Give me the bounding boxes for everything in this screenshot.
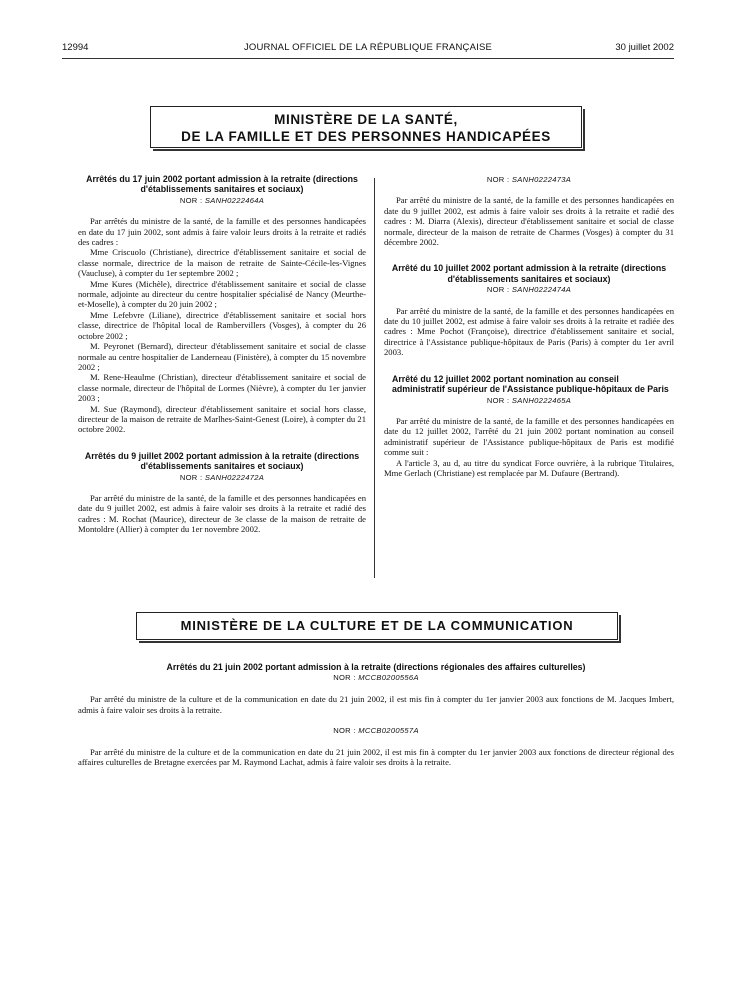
nor-reference (384, 175, 674, 185)
decree-10-july (384, 263, 674, 357)
nor-label: NOR : (333, 673, 356, 683)
column-divider (374, 178, 375, 578)
decree-paragraph: Par arrêté du ministre de la culture et de la communication en date du 21 juin 2002, il est mis fin à compter du 1er janvier 2003 aux fonctions de M. Jacques Imbert, admis à faire valoir ses droits à la retraite. (78, 694, 674, 715)
left-column (78, 174, 366, 535)
spacer (384, 247, 674, 263)
nor-reference (78, 196, 366, 206)
nor-reference (384, 396, 674, 406)
nor-code: SANH0222473A (511, 175, 572, 184)
decree-paragraph: Mme Kures (Michèle), directrice d'établissement sanitaire et social de classe normale, adjointe au directeur du centre hospitalier spécialisé de Nancy (Meurthe-et-Moselle), à compter du 20 juin 2002 ; (78, 278, 366, 310)
decree-17-june (78, 174, 366, 435)
ministry-culture-banner (136, 612, 618, 640)
spacer (78, 715, 674, 725)
decree-paragraph: Par arrêté du ministre de la santé, de la famille et des personnes handicapées en date du 9 juillet 2002, est admis à faire valoir ses droits à la retraite et radié des cadres : M. Rochat (Maurice), directeur de 3e classe de la maison de retraite de Montoldre (Allier) à compter du 1er novembre 2002. (78, 492, 366, 535)
ministry-health-line1: MINISTÈRE DE LA SANTÉ, (274, 112, 458, 127)
nor-reference (384, 285, 674, 295)
nor-label: NOR : (179, 195, 203, 205)
nor-reference (78, 726, 674, 737)
nor-code: SANH0222465A (511, 395, 572, 405)
ministry-health-line2: DE LA FAMILLE ET DES PERSONNES HANDICAPÉES (181, 129, 551, 144)
page-number: 12994 (62, 42, 89, 53)
spacer (384, 358, 674, 374)
nor-label: NOR : (486, 285, 510, 295)
running-header (62, 42, 674, 56)
nor-label: NOR : (179, 472, 203, 482)
decree-title: Arrêté du 10 juillet 2002 portant admission à la retraite (directions d'établissements sanitaires et sociaux) (391, 263, 667, 284)
decree-paragraph: Par arrêté du ministre de la santé, de la famille et des personnes handicapées en date du 12 juillet 2002, l'arrêté du 21 juin 2002 portant nomination au conseil administratif supérieur de l'Assistance publique-hôpitaux de Paris est modifié comme suit : (384, 415, 674, 458)
nor-code: MCCB0200556A (358, 673, 419, 683)
decree-paragraph: Par arrêtés du ministre de la santé, de la famille et des personnes handicapées en date du 17 juin 2002, sont admis à faire valoir leurs droits à la retraite et radiés des cadres : (78, 216, 366, 248)
decree-9-july-b (384, 175, 674, 247)
decree-paragraph: M. Sue (Raymond), directeur d'établissement sanitaire et social hors classe, directeur de la maison de retraite de Marlhes-Saint-Genest (Loire), à compter du 21 octobre 2002. (78, 403, 366, 435)
nor-label: NOR : (486, 175, 510, 184)
nor-label: NOR : (333, 726, 356, 736)
nor-code: SANH0222464A (204, 195, 265, 205)
nor-code: SANH0222472A (204, 472, 265, 482)
nor-code: SANH0222474A (511, 285, 572, 295)
decree-title: Arrêtés du 9 juillet 2002 portant admission à la retraite (directions d'établissements sanitaires et sociaux) (84, 450, 360, 472)
decree-9-july (78, 451, 366, 535)
nor-code: MCCB0200557A (358, 726, 419, 736)
decree-paragraph: Par arrêté du ministre de la culture et de la communication en date du 21 juin 2002, il est mis fin à compter du 1er janvier 2003 aux fonctions de directeur régional des affaires culturelles de Bretagne exercées par M. Raymond Lachat, admis à faire valoir ses droits à la retraite. (78, 746, 674, 768)
decree-12-july (384, 374, 674, 479)
ministry-culture-title: MINISTÈRE DE LA CULTURE ET DE LA COMMUNICATION (180, 618, 574, 633)
spacer (78, 435, 366, 451)
nor-reference (78, 473, 366, 483)
decree-paragraph: Mme Criscuolo (Christiane), directrice d'établissement sanitaire et social de classe normale, directrice de la maison de retraite de Sainte-Cécile-les-Vignes (Vaucluse), à compter du 1er septembre 2002 ; (78, 247, 366, 279)
right-column (384, 174, 674, 478)
decree-title: Arrêtés du 21 juin 2002 portant admission à la retraite (directions régionales des affaires culturelles) (166, 662, 586, 672)
decree-paragraph: M. Peyronet (Bernard), directeur d'établissement sanitaire et social de classe normale au centre hospitalier de Landerneau (Finistère), à compter du 15 novembre 2002 ; (78, 341, 366, 372)
issue-date: 30 juillet 2002 (615, 42, 674, 53)
decree-paragraph: Mme Lefebvre (Liliane), directrice d'établissement sanitaire et social hors classe, directrice de l'hôpital local de Rambervillers (Vosges), à compter du 26 octobre 2002 ; (78, 309, 366, 341)
decree-title: Arrêtés du 17 juin 2002 portant admission à la retraite (directions d'établissements sanitaires et sociaux) (86, 174, 358, 195)
decree-paragraph: Par arrêté du ministre de la santé, de la famille et des personnes handicapées en date du 10 juillet 2002, est admise à faire valoir ses droits à la retraite et radiée des cadres : Mme Pochot (Françoise), directrice d'établissement sanitaire et social, directrice à l'Assistance publique-hôpitaux de Paris (Paris) à compter du 1er avril 2003. (384, 305, 674, 358)
header-rule (62, 58, 674, 59)
decree-paragraph: M. Rene-Heaulme (Christian), directeur d'établissement sanitaire et social de classe normale, directeur de l'hôpital de Lormes (Nièvre), à compter du 1er janvier 2003 ; (78, 372, 366, 404)
journal-title: JOURNAL OFFICIEL DE LA RÉPUBLIQUE FRANÇAISE (243, 42, 493, 53)
nor-reference (78, 673, 674, 684)
nor-label: NOR : (486, 395, 510, 405)
culture-section (78, 662, 674, 768)
ministry-health-banner (150, 106, 582, 148)
decree-paragraph: Par arrêté du ministre de la santé, de la famille et des personnes handicapées en date du 9 juillet 2002, est admis à faire valoir ses droits à la retraite et radié des cadres : M. Diarra (Alexis), directeur d'établissement sanitaire et social de classe normale, directeur de la maison de retraite de Charmes (Vosges) à compter du 31 décembre 2002. (384, 195, 674, 248)
decree-title: Arrêté du 12 juillet 2002 portant nomination au conseil administratif supérieur de l'Assistance publique-hôpitaux de Paris (392, 373, 669, 395)
decree-paragraph: A l'article 3, au d, au titre du syndicat Force ouvrière, à la rubrique Titulaires, Mme Gerlach (Christiane) est remplacée par M. Dufaure (Bertrand). (384, 457, 674, 478)
